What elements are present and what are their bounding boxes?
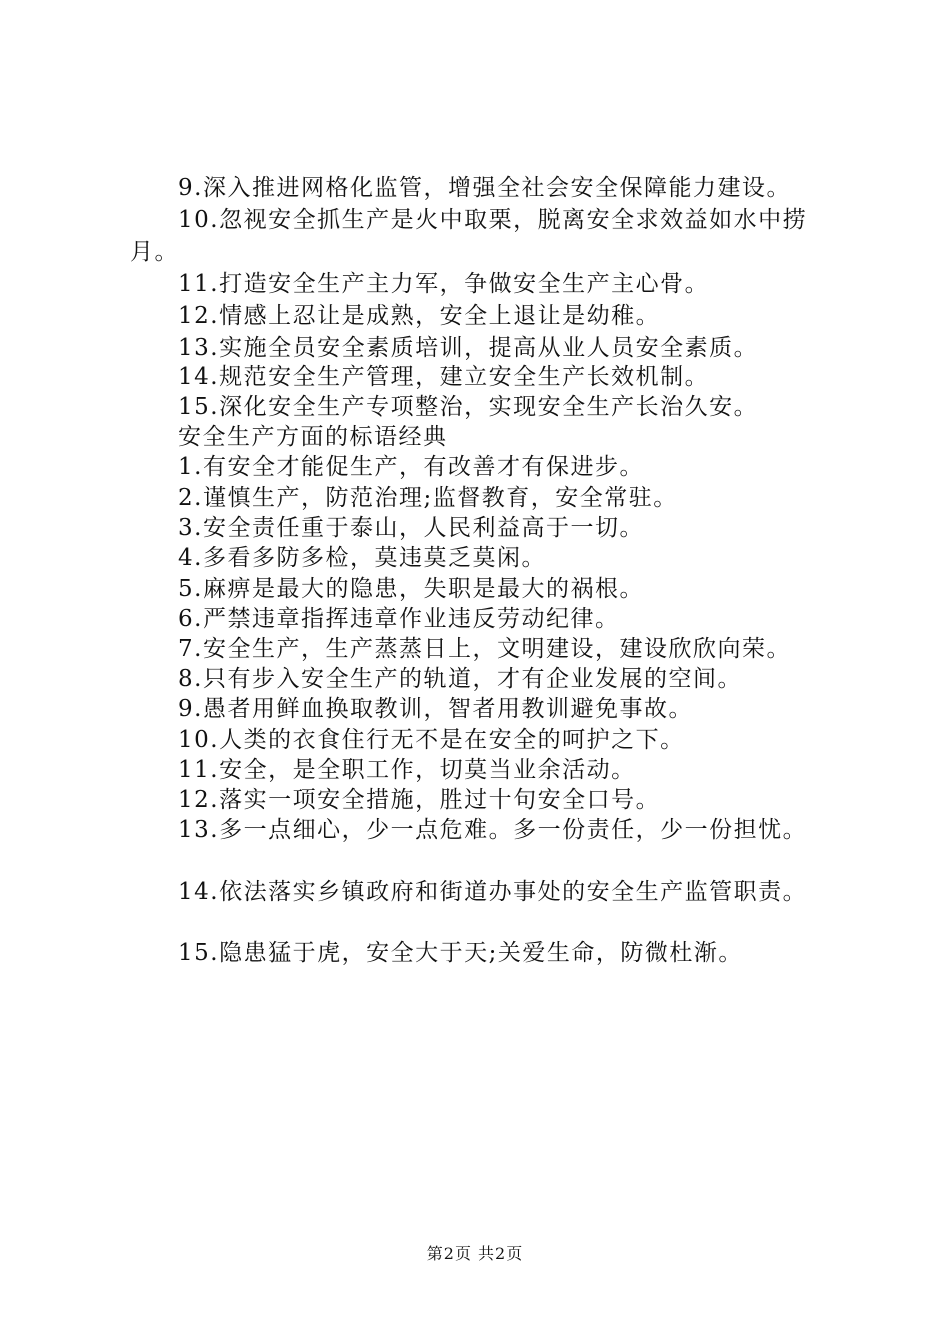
text-line: 4.多看多防多检，莫违莫乏莫闲。 — [178, 545, 546, 571]
text-line: 10.忽视安全抓生产是火中取栗，脱离安全求效益如水中捞 — [178, 207, 808, 233]
section-heading: 安全生产方面的标语经典 — [178, 424, 448, 450]
text-line: 11.打造安全生产主力军，争做安全生产主心骨。 — [178, 271, 710, 297]
text-line: 1.有安全才能促生产，有改善才有保进步。 — [178, 454, 644, 480]
text-line: 14.依法落实乡镇政府和街道办事处的安全生产监管职责。 — [178, 879, 808, 905]
text-line: 12.情感上忍让是成熟，安全上退让是幼稚。 — [178, 303, 661, 329]
text-line: 月。 — [130, 239, 179, 265]
text-line: 15.隐患猛于虎，安全大于天;关爱生命，防微杜渐。 — [178, 940, 743, 966]
text-line: 7.安全生产，生产蒸蒸日上，文明建设，建设欣欣向荣。 — [178, 636, 791, 662]
text-line: 6.严禁违章指挥违章作业违反劳动纪律。 — [178, 606, 620, 632]
text-line: 3.安全责任重于泰山，人民利益高于一切。 — [178, 515, 644, 541]
text-line: 14.规范安全生产管理，建立安全生产长效机制。 — [178, 364, 710, 390]
text-line: 10.人类的衣食住行无不是在安全的呵护之下。 — [178, 727, 685, 753]
text-line: 15.深化安全生产专项整治，实现安全生产长治久安。 — [178, 394, 759, 420]
text-line: 5.麻痹是最大的隐患，失职是最大的祸根。 — [178, 576, 644, 602]
text-line: 11.安全，是全职工作，切莫当业余活动。 — [178, 757, 636, 783]
text-line: 13.多一点细心，少一点危难。多一份责任，少一份担忧。 — [178, 817, 808, 843]
text-line: 8.只有步入安全生产的轨道，才有企业发展的空间。 — [178, 666, 742, 692]
text-line: 9.愚者用鲜血换取教训，智者用教训避免事故。 — [178, 696, 693, 722]
text-line: 13.实施全员安全素质培训，提高从业人员安全素质。 — [178, 335, 759, 361]
text-line: 9.深入推进网格化监管，增强全社会安全保障能力建设。 — [178, 175, 791, 201]
text-line: 2.谨慎生产，防范治理;监督教育，安全常驻。 — [178, 485, 678, 511]
page-number: 第2页 共2页 — [426, 1244, 524, 1263]
text-line: 12.落实一项安全措施，胜过十句安全口号。 — [178, 787, 661, 813]
